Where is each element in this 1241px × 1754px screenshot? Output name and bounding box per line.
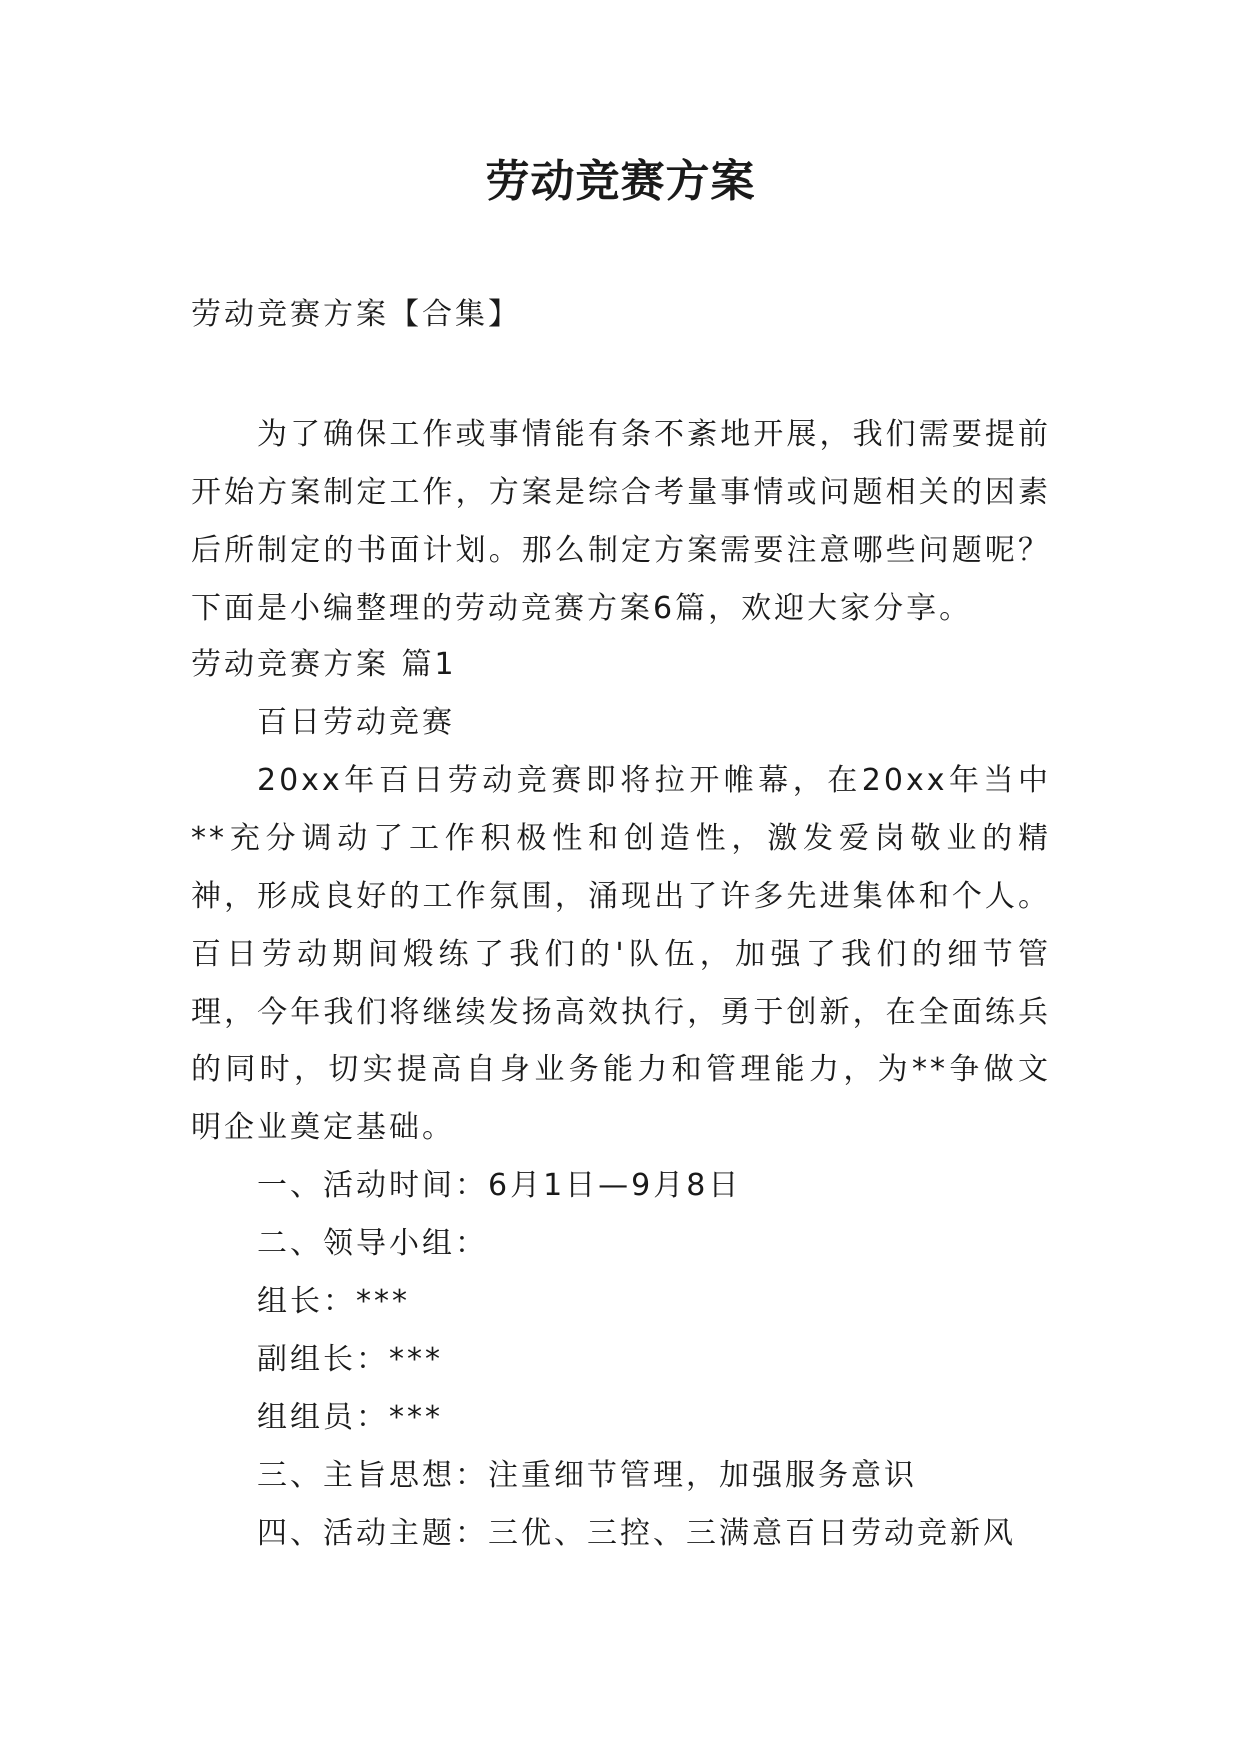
vice-leader: 副组长：*** (257, 1341, 443, 1377)
document-subtitle: 劳动竞赛方案【合集】 (191, 297, 521, 332)
activity-theme: 四、活动主题：三优、三控、三满意百日劳动竞新风 (257, 1515, 1016, 1551)
intro-paragraph: 为了确保工作或事情能有条不紊地开展，我们需要提前开始方案制定工作，方案是综合考量事情或问题相关的因素后所制定的书面计划。那么制定方案需要注意哪些问题呢？下面是小编整理的劳动竞赛方案6篇，欢迎大家分享。 (191, 417, 1051, 626)
section-paragraph: 20xx年百日劳动竞赛即将拉开帷幕，在20xx年当中**充分调动了工作积极性和创造性，激发爱岗敬业的精神，形成良好的工作氛围，涌现出了许多先进集体和个人。百日劳动期间煅练了我们的'队伍，加强了我们的细节管理，今年我们将继续发扬高效执行，勇于创新，在全面练兵的同时，切实提高自身业务能力和管理能力，为**争做文明企业奠定基础。 (191, 762, 1051, 1146)
group-leader: 组长：*** (257, 1284, 410, 1320)
document-title: 劳动竞赛方案 (485, 156, 756, 207)
activity-time: 一、活动时间：6月1日—9月8日 (257, 1168, 742, 1204)
section-name: 百日劳动竞赛 (257, 705, 455, 740)
main-idea: 三、主旨思想：注重细节管理，加强服务意识 (257, 1457, 917, 1493)
section-body (191, 694, 1051, 1563)
section-heading: 劳动竞赛方案 篇1 (191, 647, 457, 682)
group-members: 组组员：*** (257, 1399, 443, 1435)
leadership-group: 二、领导小组： (257, 1226, 488, 1262)
